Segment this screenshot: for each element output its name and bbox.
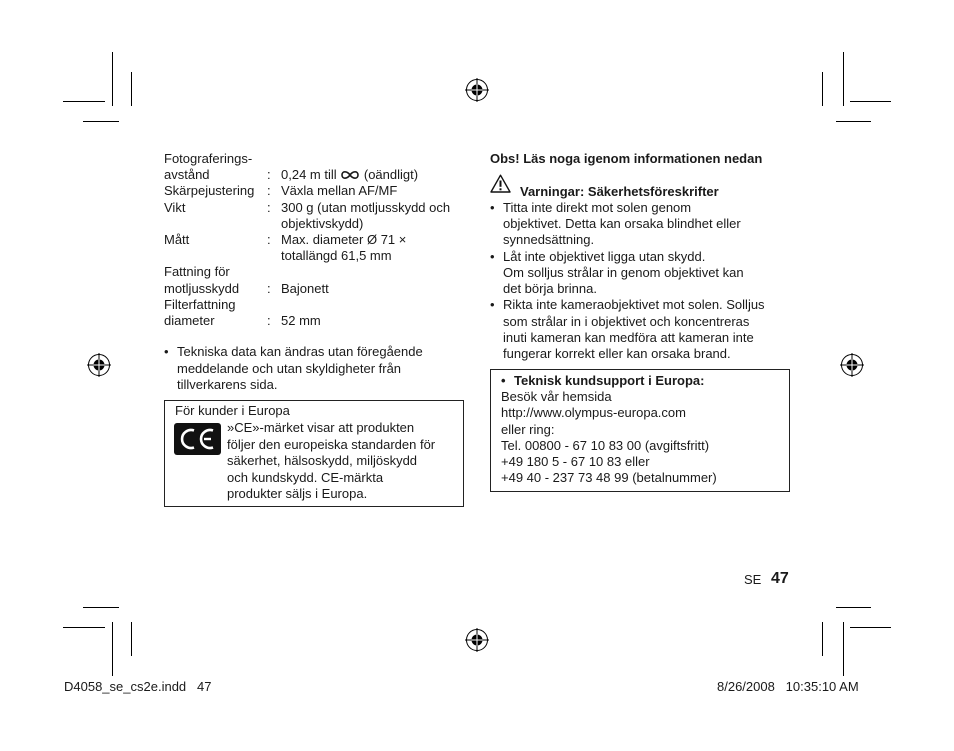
footer-filename: D4058_se_cs2e.indd 47 bbox=[64, 679, 212, 694]
spec-value: objektivskydd) bbox=[281, 216, 364, 231]
spec-colon: : bbox=[267, 232, 271, 247]
spec-value: Max. diameter Ø 71 × bbox=[281, 232, 407, 247]
spec-value: totallängd 61,5 mm bbox=[281, 248, 392, 263]
bullet-icon: • bbox=[501, 373, 506, 388]
bullet-icon: • bbox=[490, 200, 495, 215]
registration-mark-bottom bbox=[465, 628, 489, 652]
spec-colon: : bbox=[267, 167, 271, 182]
spec-label: Skärpejustering bbox=[164, 183, 255, 198]
registration-mark-left bbox=[87, 353, 111, 377]
spec-colon: : bbox=[267, 183, 271, 198]
list-item: Om solljus strålar in genom objektivet kan bbox=[503, 265, 744, 280]
support-heading: Teknisk kundsupport i Europa: bbox=[514, 373, 705, 388]
list-item: fungerar korrekt eller kan orsaka brand. bbox=[503, 346, 731, 361]
notice-heading: Obs! Läs noga igenom informationen nedan bbox=[490, 151, 763, 166]
footer-timestamp: 8/26/2008 10:35:10 AM bbox=[717, 679, 859, 694]
bullet-icon: • bbox=[490, 249, 495, 264]
spec-value: 0,24 m till (oändligt) bbox=[281, 167, 419, 182]
spec-label: Filterfattning bbox=[164, 297, 236, 312]
spec-value: 52 mm bbox=[281, 313, 321, 328]
spec-label: motljusskydd bbox=[164, 281, 240, 296]
spec-label: Fotograferings- bbox=[164, 151, 253, 166]
support-phone: +49 180 5 - 67 10 83 eller bbox=[501, 454, 650, 469]
spec-label: avstånd bbox=[164, 167, 210, 182]
spec-value: 300 g (utan motljusskydd och bbox=[281, 200, 451, 215]
warning-icon bbox=[490, 174, 511, 193]
spec-label: Vikt bbox=[164, 200, 186, 215]
spec-label: Mått bbox=[164, 232, 190, 247]
infinity-icon bbox=[340, 170, 360, 180]
list-item: Låt inte objektivet ligga utan skydd. bbox=[503, 249, 706, 264]
spec-colon: : bbox=[267, 281, 271, 296]
ce-mark-logo bbox=[174, 423, 221, 455]
list-item: det börja brinna. bbox=[503, 281, 597, 296]
list-item: som strålar in i objektivet och koncentreras bbox=[503, 314, 750, 329]
spec-value: Bajonett bbox=[281, 281, 329, 296]
list-item: Rikta inte kameraobjektivet mot solen. Solljus bbox=[503, 297, 765, 312]
list-item: synnedsättning. bbox=[503, 232, 595, 247]
support-phone: +49 40 - 237 73 48 99 (betalnummer) bbox=[501, 470, 717, 485]
ce-box-title: För kunder i Europa bbox=[175, 403, 290, 418]
spec-value: Växla mellan AF/MF bbox=[281, 183, 398, 198]
list-item: Titta inte direkt mot solen genom bbox=[503, 200, 692, 215]
registration-mark-top bbox=[465, 78, 489, 102]
list-item: objektivet. Detta kan orsaka blindhet eller bbox=[503, 216, 741, 231]
support-url: http://www.olympus-europa.com bbox=[501, 405, 686, 420]
list-item: inuti kameran kan medföra att kameran inte bbox=[503, 330, 754, 345]
spec-colon: : bbox=[267, 313, 271, 328]
spec-label: Fattning för bbox=[164, 264, 230, 279]
bullet-icon: • bbox=[490, 297, 495, 312]
spec-label: diameter bbox=[164, 313, 215, 328]
bullet-icon: • bbox=[164, 344, 169, 359]
warning-heading: Varningar: Säkerhetsföreskrifter bbox=[520, 184, 719, 199]
support-phone: Tel. 00800 - 67 10 83 00 (avgiftsfritt) bbox=[501, 438, 710, 453]
registration-mark-right bbox=[840, 353, 864, 377]
page-number: 47 bbox=[771, 570, 789, 587]
page-language: SE bbox=[744, 572, 762, 587]
spec-colon: : bbox=[267, 200, 271, 215]
